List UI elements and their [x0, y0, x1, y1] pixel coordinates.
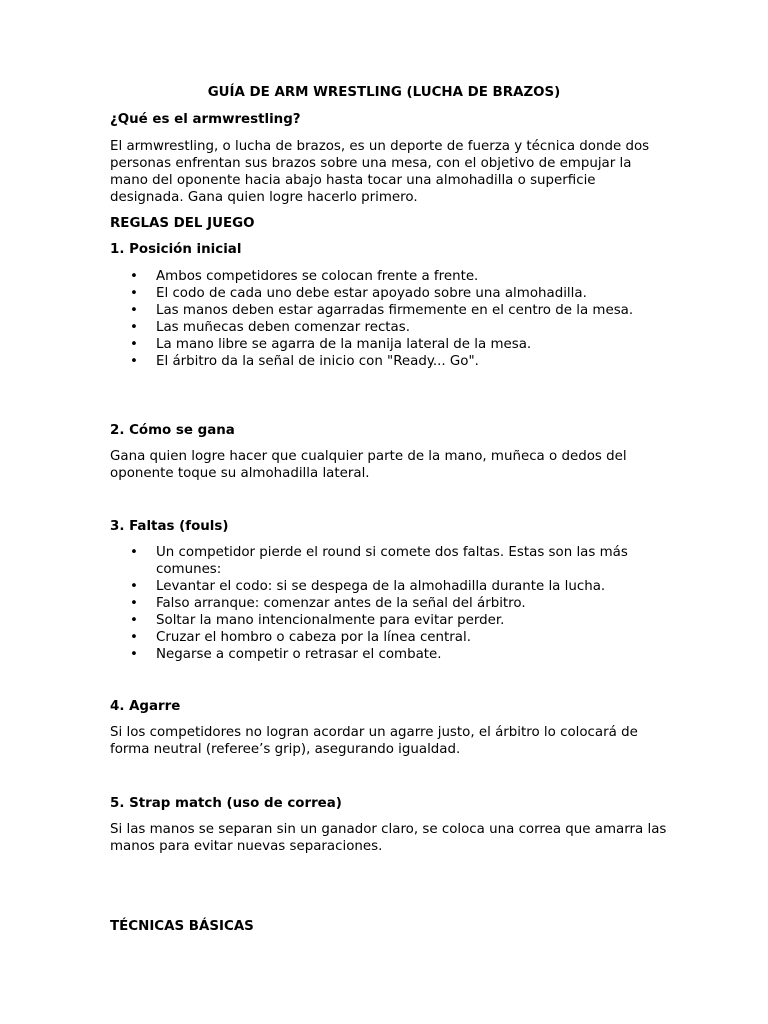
techniques-heading: TÉCNICAS BÁSICAS: [110, 919, 254, 934]
bullet-icon: •: [130, 320, 138, 335]
intro-heading: ¿Qué es el armwrestling?: [110, 112, 301, 127]
faltas-list: [110, 544, 670, 663]
list-item-text: Negarse a competir o retrasar el combate.: [156, 647, 442, 662]
list-item: [110, 268, 670, 285]
bullet-icon: •: [130, 647, 138, 662]
bullet-icon: •: [130, 286, 138, 301]
section-heading-como-se-gana: 2. Cómo se gana: [110, 423, 235, 438]
list-item: [110, 629, 670, 646]
list-item: [110, 285, 670, 302]
list-item-text: Falso arranque: comenzar antes de la señal del árbitro.: [156, 596, 526, 611]
section-heading-strap-match: 5. Strap match (uso de correa): [110, 796, 342, 811]
bullet-icon: •: [130, 269, 138, 284]
rules-heading: REGLAS DEL JUEGO: [110, 216, 255, 231]
bullet-icon: •: [130, 630, 138, 645]
bullet-icon: •: [130, 596, 138, 611]
bullet-icon: •: [130, 303, 138, 318]
list-item-text: Cruzar el hombro o cabeza por la línea central.: [156, 630, 471, 645]
list-item: [110, 646, 670, 663]
list-item: [110, 336, 670, 353]
list-item-text: Las manos deben estar agarradas firmemente en el centro de la mesa.: [156, 303, 634, 318]
bullet-icon: •: [130, 545, 138, 560]
list-item: [110, 595, 670, 612]
como-se-gana-paragraph: Gana quien logre hacer que cualquier parte de la mano, muñeca o dedos del oponente toque su almohadilla lateral.: [110, 449, 627, 481]
list-item: [110, 612, 670, 629]
list-item-text: Levantar el codo: si se despega de la almohadilla durante la lucha.: [156, 579, 606, 594]
agarre-paragraph: Si los competidores no logran acordar un agarre justo, el árbitro lo colocará de forma neutral (referee’s grip), asegurando igualdad.: [110, 725, 638, 757]
posicion-inicial-list: [110, 268, 670, 370]
strap-match-paragraph: Si las manos se separan sin un ganador claro, se coloca una correa que amarra las manos para evitar nuevas separaciones.: [110, 822, 667, 854]
list-item-text: Ambos competidores se colocan frente a frente.: [156, 269, 479, 284]
bullet-icon: •: [130, 337, 138, 352]
section-heading-posicion-inicial: 1. Posición inicial: [110, 242, 242, 257]
list-item-text: Soltar la mano intencionalmente para evitar perder.: [156, 613, 505, 628]
list-item-text: El árbitro da la señal de inicio con "Ready... Go".: [156, 354, 479, 369]
section-heading-faltas: 3. Faltas (fouls): [110, 519, 229, 534]
bullet-icon: •: [130, 579, 138, 594]
list-item-text: La mano libre se agarra de la manija lateral de la mesa.: [156, 337, 532, 352]
list-item: [110, 319, 670, 336]
list-item: [110, 578, 670, 595]
list-item-text: Un competidor pierde el round si comete dos faltas. Estas son las más comunes:: [156, 545, 628, 577]
intro-paragraph: El armwrestling, o lucha de brazos, es un deporte de fuerza y técnica donde dos personas enfrentan sus brazos sobre una mesa, con el objetivo de empujar la mano del oponente hacia abajo hasta tocar una almohadilla o superficie designada. Gana quien logre hacerlo primero.: [110, 139, 650, 205]
bullet-icon: •: [130, 354, 138, 369]
section-heading-agarre: 4. Agarre: [110, 699, 181, 714]
list-item-text: El codo de cada uno debe estar apoyado sobre una almohadilla.: [156, 286, 587, 301]
list-item: [110, 302, 670, 319]
list-item-text: Las muñecas deben comenzar rectas.: [156, 320, 410, 335]
list-item: [110, 544, 670, 578]
document-title: GUÍA DE ARM WRESTLING (LUCHA DE BRAZOS): [207, 85, 561, 100]
list-item: [110, 353, 670, 370]
bullet-icon: •: [130, 613, 138, 628]
